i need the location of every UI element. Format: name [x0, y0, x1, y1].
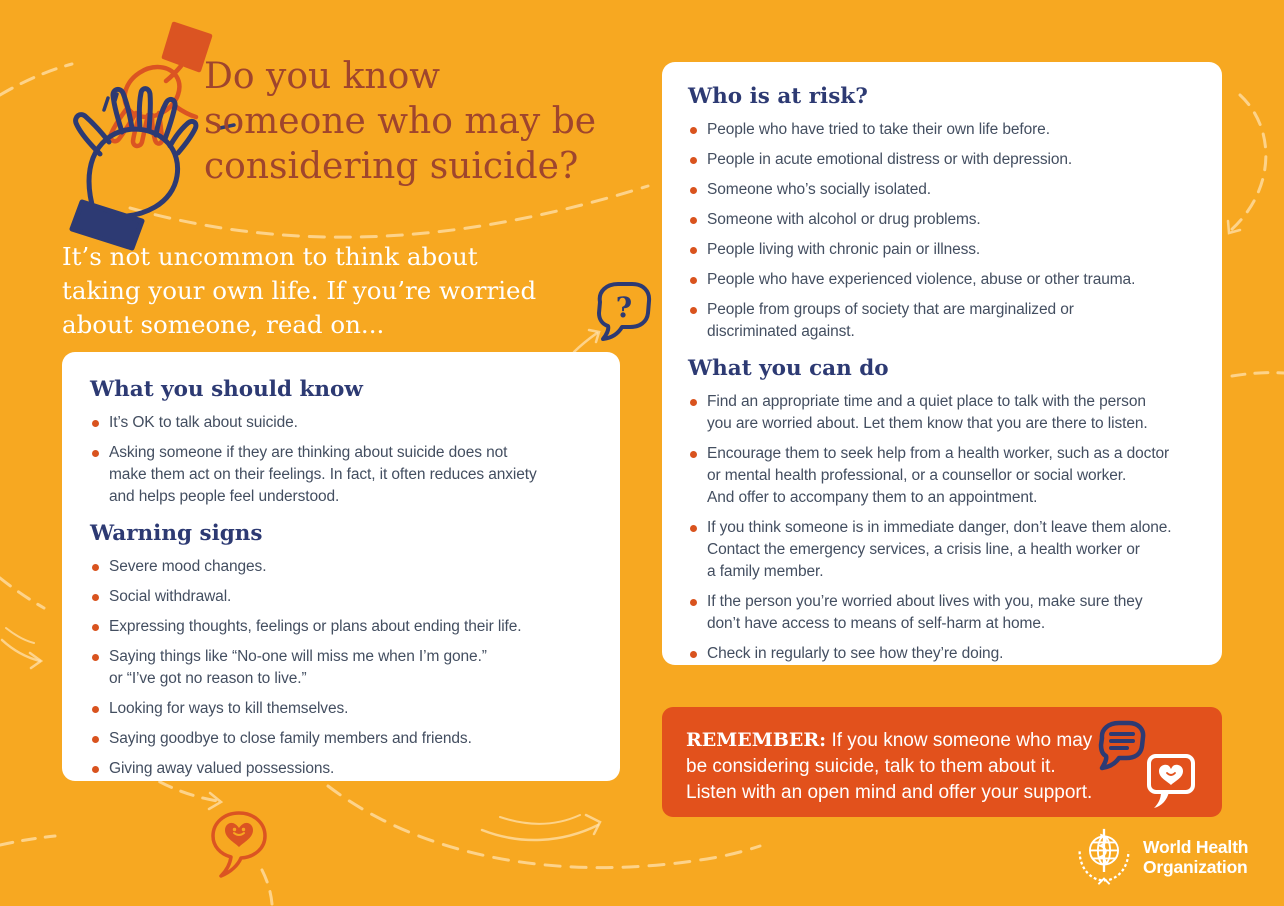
- list-item: Saying goodbye to close family members and friends.: [90, 728, 592, 750]
- bullet-list: [688, 119, 1196, 343]
- list-item: People living with chronic pain or illness.: [688, 239, 1196, 261]
- who-wordmark-line2: Organization: [1143, 857, 1248, 877]
- bullet-dot: [690, 247, 697, 254]
- list-item: Someone with alcohol or drug problems.: [688, 209, 1196, 231]
- bullet-dot: [92, 706, 99, 713]
- bullet-dot: [690, 599, 697, 606]
- list-item: If the person you’re worried about lives with you, make sure they don’t have access to means of self-harm at home.: [688, 591, 1196, 635]
- card-risk-and-actions: [662, 62, 1222, 665]
- who-wordmark-line1: World Health: [1143, 837, 1249, 857]
- bullet-dot: [92, 564, 99, 571]
- bullet-dot: [690, 127, 697, 134]
- list-item: Check in regularly to see how they’re doing.: [688, 643, 1196, 665]
- list-item: People who have tried to take their own life before.: [688, 119, 1196, 141]
- list-item: Find an appropriate time and a quiet place to talk with the person you are worried about. Let them know that you are there to listen.: [688, 391, 1196, 435]
- section-heading: Who is at risk?: [688, 84, 868, 109]
- section-heading: What you can do: [688, 356, 889, 381]
- section-heading: What you should know: [90, 377, 363, 402]
- bullet-dot: [690, 157, 697, 164]
- section-heading: Warning signs: [90, 521, 263, 546]
- remember-banner: [662, 707, 1222, 817]
- list-item: Social withdrawal.: [90, 586, 592, 608]
- list-item: If you think someone is in immediate danger, don’t leave them alone. Contact the emergency services, a crisis line, a health worker or a family member.: [688, 517, 1196, 583]
- remember-label: REMEMBER:: [686, 729, 827, 751]
- list-item: Asking someone if they are thinking about suicide does not make them act on their feelings. In fact, it often reduces anxiety and helps people feel understood.: [90, 442, 592, 508]
- bullet-dot: [690, 651, 697, 658]
- list-item: People who have experienced violence, abuse or other trauma.: [688, 269, 1196, 291]
- bullet-dot: [690, 399, 697, 406]
- chat-heart-icon: [1144, 751, 1198, 809]
- bullet-dot: [92, 736, 99, 743]
- bullet-dot: [690, 307, 697, 314]
- bullet-dot: [92, 450, 99, 457]
- list-item: Saying things like “No-one will miss me when I’m gone.” or “I’ve got no reason to live.”: [90, 646, 592, 690]
- list-item: People in acute emotional distress or with depression.: [688, 149, 1196, 171]
- bullet-dot: [690, 451, 697, 458]
- bullet-dot: [690, 277, 697, 284]
- bullet-dot: [690, 187, 697, 194]
- bullet-dot: [92, 594, 99, 601]
- question-bubble-icon: [590, 278, 654, 352]
- bullet-dot: [92, 766, 99, 773]
- bullet-list: [688, 391, 1196, 665]
- page-title: Do you know someone who may be considering suicide?: [204, 56, 597, 187]
- card-warning-signs: [62, 352, 620, 781]
- heart-bubble-icon: [206, 806, 272, 880]
- who-emblem: [1074, 826, 1134, 888]
- list-item: Expressing thoughts, feelings or plans about ending their life.: [90, 616, 592, 638]
- bullet-list: [90, 556, 592, 780]
- bullet-dot: [690, 525, 697, 532]
- list-item: People from groups of society that are marginalized or discriminated against.: [688, 299, 1196, 343]
- who-logo: [1074, 826, 1248, 888]
- remember-text: REMEMBER: If you know someone who may be considering suicide, talk to them about it. Listen with an open mind and offer your support.: [686, 729, 1093, 803]
- question-mark: ?: [615, 291, 633, 324]
- list-item: Severe mood changes.: [90, 556, 592, 578]
- bullet-dot: [92, 654, 99, 661]
- chat-lines-icon: [1092, 717, 1148, 773]
- list-item: Encourage them to seek help from a health worker, such as a doctor or mental health professional, or a counsellor or social worker. And offer to accompany them to an appointment.: [688, 443, 1196, 509]
- bullet-dot: [92, 624, 99, 631]
- bullet-list: [90, 412, 592, 508]
- who-wordmark: [1143, 837, 1248, 877]
- list-item: Looking for ways to kill themselves.: [90, 698, 592, 720]
- bullet-dot: [92, 420, 99, 427]
- intro-text: It’s not uncommon to think about taking your own life. If you’re worried about someone, read on...: [62, 242, 537, 339]
- list-item: Giving away valued possessions.: [90, 758, 592, 780]
- list-item: It’s OK to talk about suicide.: [90, 412, 592, 434]
- list-item: Someone who’s socially isolated.: [688, 179, 1196, 201]
- bullet-dot: [690, 217, 697, 224]
